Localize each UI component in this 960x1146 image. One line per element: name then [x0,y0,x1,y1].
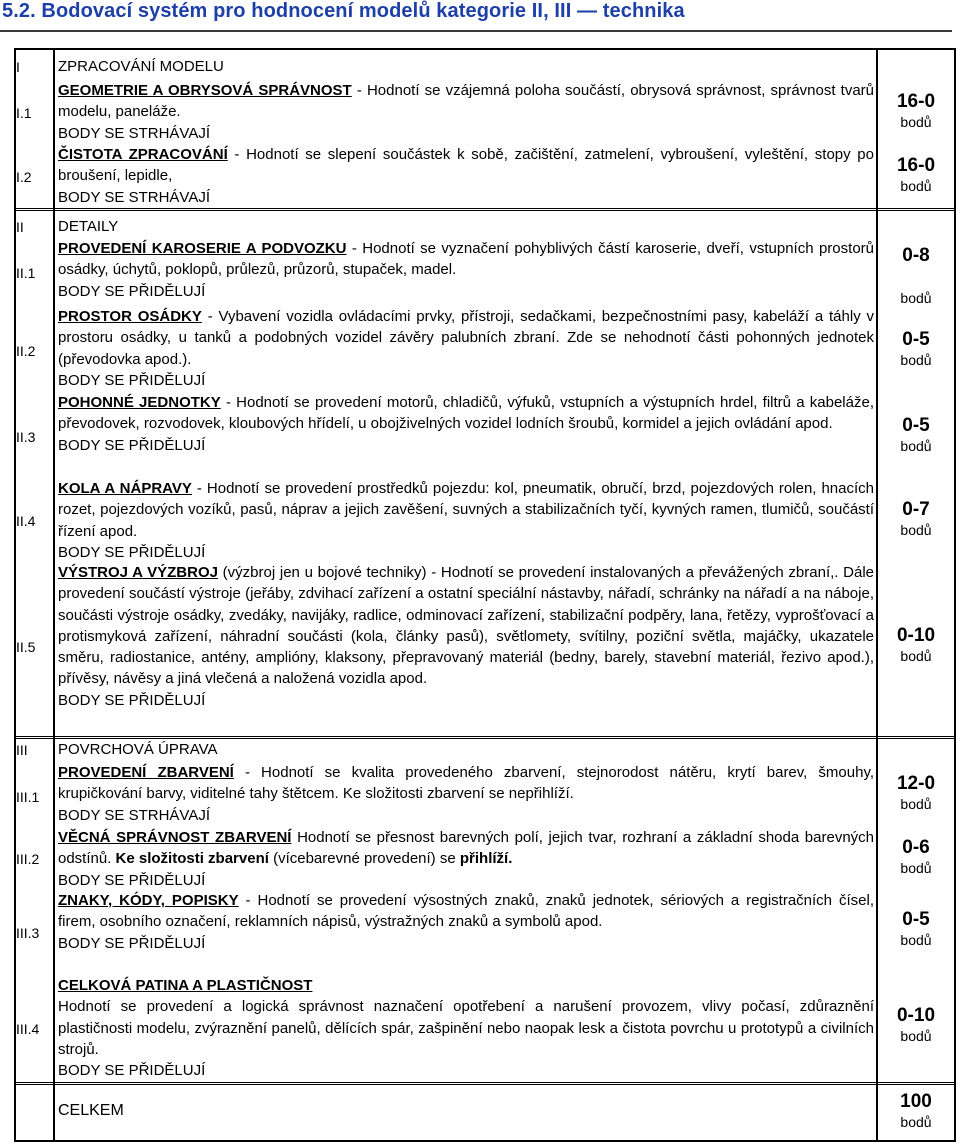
column-divider-score [876,48,878,1142]
item-description [58,478,874,563]
item-text: - Hodnotí se vyznačení pohyblivých částí karoserie, dveří, vstupních prostorů osádky, úchytů, poklopů, průlezů, průzorů, stupaček, madel. [58,240,874,279]
total-score-value: 100 [900,1091,932,1112]
points-note: BODY SE PŘIDĚLUJÍ [58,436,206,454]
section-number: II [16,219,24,235]
item-heading: ČISTOTA ZPRACOVÁNÍ [58,146,228,163]
score-cell [880,626,952,666]
item-description [58,827,874,891]
points-note: BODY SE PŘIDĚLUJÍ [58,691,206,709]
item-description [58,762,874,826]
points-note: BODY SE STRHÁVAJÍ [58,188,210,206]
item-text: - Hodnotí se vzájemná poloha součástí, obrysová správnost, správnost tvarů modelu, paneláže. [58,82,875,121]
score-unit: bodů [900,1028,932,1044]
score-cell [880,838,952,878]
column-divider-number [53,48,55,1142]
item-heading: PROSTOR OSÁDKY [58,308,202,325]
score-cell [880,416,952,456]
score-unit: bodů [900,796,932,812]
total-score-unit: bodů [900,1114,932,1130]
section-divider [14,208,956,211]
item-heading: PROVEDENÍ KAROSERIE A PODVOZKU [58,240,347,257]
item-number: I.1 [16,105,32,121]
section-divider [14,1082,956,1085]
item-description [58,144,874,208]
section-title: POVRCHOVÁ ÚPRAVA [58,741,218,758]
item-heading: GEOMETRIE A OBRYSOVÁ SPRÁVNOST [58,82,352,99]
item-text: - Hodnotí se provedení výsostných znaků, znaků jednotek, sériových a registračních čísel, firem, osobního označení, reklamních nápisů, výstražných znaků a symbolů apod. [58,892,874,931]
points-note: BODY SE PŘIDĚLUJÍ [58,871,206,889]
item-text-bold: Ke složitosti zbarvení [111,850,269,868]
item-description [58,238,874,302]
score-unit: bodů [900,438,932,454]
score-unit: bodů [900,178,932,194]
item-number: I.2 [16,169,32,185]
score-value: 16-0 [896,155,936,176]
item-text: - Hodnotí se slepení součástek k sobě, začištění, zatmelení, vybroušení, vyleštění, stopy po broušení, lepidle, [58,146,874,185]
item-number: II.3 [16,429,36,445]
score-cell [880,246,952,308]
points-note: BODY SE PŘIDĚLUJÍ [58,934,206,952]
page-title: 5.2. Bodovací systém pro hodnocení modelů kategorie II, III — technika [2,0,685,22]
item-text: - Hodnotí se provedení motorů, chladičů, výfuků, vstupních a výstupních hrdel, filtrů a kabeláže, převodovek, rozvodovek, kloubových hřídelí, u obojživelných vozidel lodních šroubů, kormidel a jejich ovládání apod. [58,394,874,433]
score-cell [880,92,952,132]
item-number: III.4 [16,1021,40,1037]
score-value: 0-8 [902,245,930,266]
score-unit: bodů [900,522,932,538]
item-text-bold: přihlíží. [455,850,513,868]
score-unit: bodů [900,352,932,368]
item-description [58,80,874,144]
total-score-cell [880,1092,952,1132]
item-text: Hodnotí se přesnost barevných polí, jejich tvar, rozhraní a základní shoda barevných odstínů. [58,829,874,868]
score-cell [880,910,952,950]
item-heading: POHONNÉ JEDNOTKY [58,394,221,411]
score-cell [880,1006,952,1046]
section-title: ZPRACOVÁNÍ MODELU [58,58,224,75]
item-number: II.5 [16,639,36,655]
score-unit: bodů [900,290,932,306]
points-note: BODY SE STRHÁVAJÍ [58,806,210,824]
item-number: II.4 [16,513,36,529]
score-cell [880,500,952,540]
score-cell [880,156,952,196]
score-cell [880,330,952,370]
item-description [58,975,874,1081]
item-text: - Vybavení vozidla ovládacími prvky, přístroji, sedačkami, bezpečnostními pasy, kabeláží a táhly v prostoru osádky, u tanků a podobných vozidel závěry palubních zbraní. Zde se nehodnotí části pohonných jednotek (převodovka apod.). [58,308,874,368]
section-title: DETAILY [58,218,119,235]
points-note: BODY SE PŘIDĚLUJÍ [58,371,206,389]
item-text: (vícebarevné provedení) se [268,850,456,868]
item-number: III.2 [16,851,40,867]
item-description [58,306,874,391]
score-unit: bodů [900,648,932,664]
total-label: CELKEM [58,1102,124,1119]
item-description [58,890,874,954]
score-value: 0-10 [896,1005,936,1026]
item-heading: ZNAKY, KÓDY, POPISKY [58,892,239,909]
section-divider [14,736,956,739]
item-number: III.3 [16,925,40,941]
item-heading: CELKOVÁ PATINA A PLASTIČNOST [58,977,313,994]
item-text: (výzbroj jen u bojové techniky) - Hodnotí se provedení instalovaných a převážených zbraní,. Dále provedení součástí výstroje (jeřáby, zdvihací zařízení a ostatní speciální nástavby, nářadí, schránky na nářadí a na náboje, součásti výstroje osádky, zvedáky, navijáky, radlice, odminovací zařízení, stabilizační podpěry, lana, řetězy, vyprošťovací a protismyková zařízení, náhradní součásti (kola, články pasů), světlomety, svítilny, poziční světla, majáčky, ukazatele směru, radiostanice, antény, amplióny, klaksony, přepravovaný materiál (bedny, barely, stavební materiál, řezivo apod.), přívěsy, návěsy a jiná vlečená a naložená vozidla apod. [58,564,875,688]
item-number: II.1 [16,265,36,281]
item-heading: VÝSTROJ A VÝZBROJ [58,564,218,581]
item-text: - Hodnotí se kvalita provedeného zbarvení, stejnorodost nátěru, krytí barev, šmouhy, krupičkování barvy, viditelné tahy štětcem. Ke složitosti zbarvení se nepřihlíží. [58,764,875,803]
points-note: BODY SE PŘIDĚLUJÍ [58,282,206,300]
item-description [58,392,874,456]
item-text: - Hodnotí se provedení prostředků pojezdu: kol, pneumatik, obručí, brzd, pojezdových rolen, hnacích rozet, pojezdových vozíků, pasů, náprav a jejich zavěšení, suvných a stabilizačních tyčí, kyvných ramen, tlumičů, součástí řízení apod. [58,480,874,540]
score-value: 0-5 [902,415,930,436]
title-underline [0,30,952,32]
score-unit: bodů [900,114,932,130]
points-note: BODY SE PŘIDĚLUJÍ [58,543,206,561]
score-value: 0-7 [902,499,930,520]
item-heading: PROVEDENÍ ZBARVENÍ [58,764,234,781]
section-number: III [16,742,28,758]
item-heading: KOLA A NÁPRAVY [58,480,192,497]
points-note: BODY SE STRHÁVAJÍ [58,124,210,142]
score-value: 0-5 [902,909,930,930]
item-number: III.1 [16,789,40,805]
score-unit: bodů [900,932,932,948]
score-value: 0-10 [896,625,936,646]
score-value: 0-6 [902,837,930,858]
item-description [58,562,874,711]
score-unit: bodů [900,860,932,876]
points-note: BODY SE PŘIDĚLUJÍ [58,1062,206,1080]
item-text: Hodnotí se provedení a logická správnost naznačení opotřebení a narušení provozem, vlivy počasí, zdůraznění plastičnosti modelu, zvýraznění panelů, dělících spár, zašpinění nebo naopak lesk a čistota povrchu u prototypů a civilních strojů. [58,998,874,1058]
score-cell [880,774,952,814]
item-heading: VĚCNÁ SPRÁVNOST ZBARVENÍ [58,829,292,846]
score-value: 16-0 [896,91,936,112]
score-value: 12-0 [896,773,936,794]
section-number: I [16,59,20,75]
item-number: II.2 [16,343,36,359]
score-value: 0-5 [902,329,930,350]
